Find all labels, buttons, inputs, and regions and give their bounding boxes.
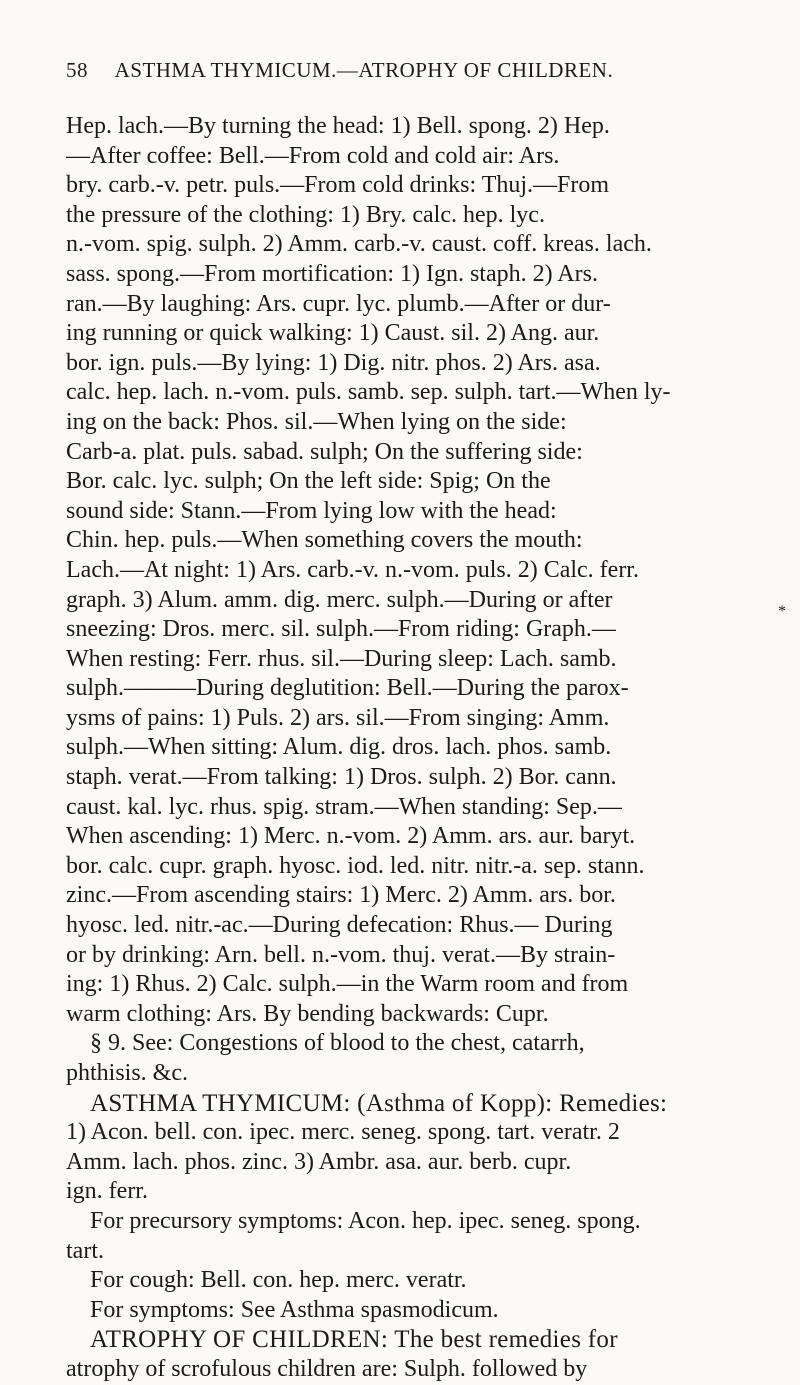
text-line: sulph.—When sitting: Alum. dig. dros. lach. phos. samb. bbox=[66, 734, 612, 761]
text-line: atrophy of scrofulous children are: Sulph. followed by bbox=[66, 1355, 588, 1382]
text-line: calc. hep. lach. n.-vom. puls. samb. sep. sulph. tart.—When ly- bbox=[66, 379, 671, 406]
text-line: When ascending: 1) Merc. n.-vom. 2) Amm. ars. aur. baryt. bbox=[66, 823, 636, 850]
text-line: n.-vom. spig. sulph. 2) Amm. carb.-v. caust. coff. kreas. lach. bbox=[66, 231, 652, 258]
text-line: ing on the back: Phos. sil.—When lying on the side: bbox=[66, 408, 567, 435]
text-line: ATROPHY OF CHILDREN: The best remedies for bbox=[90, 1326, 618, 1354]
text-line: Hep. lach.—By turning the head: 1) Bell. spong. 2) Hep. bbox=[66, 113, 610, 139]
text-line: ign. ferr. bbox=[66, 1178, 148, 1205]
running-title: ASTHMA THYMICUM.—ATROPHY OF CHILDREN. bbox=[114, 58, 614, 82]
text-line: ysms of pains: 1) Puls. 2) ars. sil.—From singing: Amm. bbox=[66, 704, 610, 731]
text-line: 1) Acon. bell. con. ipec. merc. seneg. spong. tart. veratr. 2 bbox=[66, 1119, 620, 1146]
text-line: For symptoms: See Asthma spasmodicum. bbox=[90, 1296, 499, 1323]
text-line: For cough: Bell. con. hep. merc. veratr. bbox=[90, 1267, 467, 1294]
text-line: For precursory symptoms: Acon. hep. ipec. seneg. spong. bbox=[90, 1207, 641, 1234]
text-line: bor. calc. cupr. graph. hyosc. iod. led. nitr. nitr.-a. sep. stann. bbox=[66, 852, 645, 879]
text-line: ing running or quick walking: 1) Caust. sil. 2) Ang. aur. bbox=[66, 320, 600, 347]
text-line: —After coffee: Bell.—From cold and cold air: Ars. bbox=[66, 142, 560, 169]
text-line: the pressure of the clothing: 1) Bry. calc. hep. lyc. bbox=[66, 201, 545, 228]
text-line: Chin. hep. puls.—When something covers the mouth: bbox=[66, 527, 583, 554]
text-line: phthisis. &c. bbox=[66, 1060, 189, 1086]
text-line: caust. kal. lyc. rhus. spig. stram.—When standing: Sep.— bbox=[66, 793, 622, 820]
text-line: Lach.—At night: 1) Ars. carb.-v. n.-vom. puls. 2) Calc. ferr. bbox=[66, 556, 639, 583]
text-line: ing: 1) Rhus. 2) Calc. sulph.—in the Warm room and from bbox=[66, 971, 629, 998]
text-line: sound side: Stann.—From lying low with the head: bbox=[66, 497, 557, 524]
text-line: bor. ign. puls.—By lying: 1) Dig. nitr. phos. 2) Ars. asa. bbox=[66, 349, 601, 376]
text-line: bry. carb.-v. petr. puls.—From cold drinks: Thuj.—From bbox=[66, 172, 610, 199]
text-line: ASTHMA THYMICUM: (Asthma of Kopp): Remedies: bbox=[90, 1089, 668, 1117]
text-line: staph. verat.—From talking: 1) Dros. sulph. 2) Bor. cann. bbox=[66, 764, 617, 791]
text-line: sneezing: Dros. merc. sil. sulph.—From riding: Graph.— bbox=[66, 616, 616, 643]
text-line: ran.—By laughing: Ars. cupr. lyc. plumb.—After or dur- bbox=[66, 290, 611, 317]
text-line: sass. spong.—From mortification: 1) Ign. staph. 2) Ars. bbox=[66, 260, 598, 287]
text-line: warm clothing: Ars. By bending backwards: Cupr. bbox=[66, 1000, 549, 1027]
text-line: When resting: Ferr. rhus. sil.—During sleep: Lach. samb. bbox=[66, 645, 617, 672]
text-line: zinc.—From ascending stairs: 1) Merc. 2) Amm. ars. bor. bbox=[66, 882, 616, 909]
body-text bbox=[66, 112, 772, 1385]
text-line: Carb-a. plat. puls. sabad. sulph; On the suffering side: bbox=[66, 438, 583, 465]
text-line: hyosc. led. nitr.-ac.—During defecation: Rhus.— During bbox=[66, 912, 613, 939]
text-line: § 9. See: Congestions of blood to the chest, catarrh, bbox=[90, 1030, 585, 1057]
text-line: sulph.———During deglutition: Bell.—During the parox- bbox=[66, 675, 629, 702]
text-line: graph. 3) Alum. amm. dig. merc. sulph.—During or after bbox=[66, 586, 613, 613]
text-line: Amm. lach. phos. zinc. 3) Ambr. asa. aur. berb. cupr. bbox=[66, 1148, 572, 1175]
page-number: 58 bbox=[66, 58, 88, 82]
text-line: Bor. calc. lyc. sulph; On the left side: Spig; On the bbox=[66, 468, 551, 495]
text-line: tart. bbox=[66, 1237, 104, 1264]
text-line: or by drinking: Arn. bell. n.-vom. thuj. verat.—By strain- bbox=[66, 941, 616, 968]
running-header bbox=[66, 58, 786, 83]
margin-mark: * bbox=[778, 603, 786, 620]
